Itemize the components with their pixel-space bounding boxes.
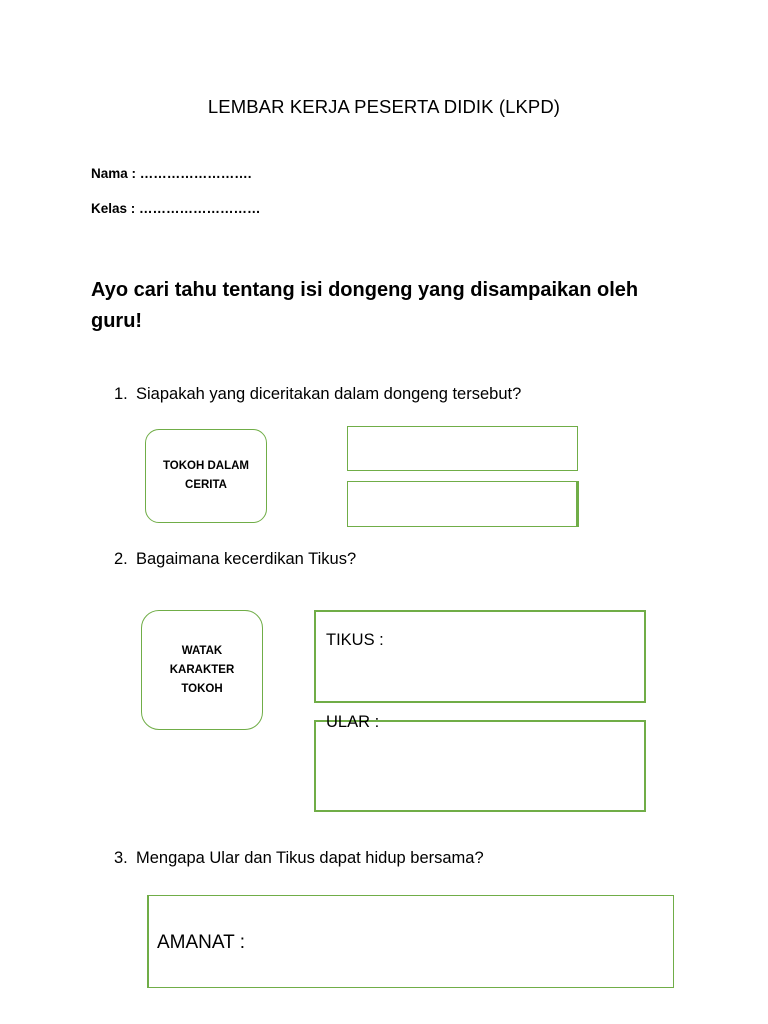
question-2: [114, 550, 356, 569]
ular-label: ULAR :: [326, 713, 380, 731]
question-3-number: 3.: [114, 849, 128, 867]
question-1-number: 1.: [114, 385, 128, 403]
worksheet-title: LEMBAR KERJA PESERTA DIDIK (LKPD): [207, 96, 561, 117]
trait-label-line-1: WATAK: [181, 644, 223, 657]
trait-label-box: [141, 610, 263, 730]
question-1-text: Siapakah yang diceritakan dalam dongeng tersebut?: [136, 385, 522, 403]
character-label-box: [145, 429, 267, 523]
class-field: Kelas : ………………………: [91, 201, 261, 216]
intro-heading: Ayo cari tahu tentang isi dongeng yang disampaikan oleh guru!: [91, 279, 639, 332]
question-2-number: 2.: [114, 550, 128, 568]
character-label-line-2: CERITA: [185, 479, 227, 491]
trait-label-line-3: TOKOH: [181, 682, 223, 695]
question-2-text: Bagaimana kecerdikan Tikus?: [136, 550, 357, 568]
ular-answer-box[interactable]: [314, 720, 646, 812]
name-field: Nama : …………………….: [91, 166, 252, 181]
question-3: [114, 849, 484, 868]
tikus-answer-box[interactable]: [314, 610, 646, 703]
amanat-label: AMANAT :: [157, 932, 245, 953]
question-3-text: Mengapa Ular dan Tikus dapat hidup bersama?: [136, 849, 484, 867]
character-label-line-1: TOKOH DALAM: [162, 460, 250, 472]
trait-label-line-2: KARAKTER: [169, 663, 235, 676]
question-1: [114, 385, 521, 404]
tikus-label: TIKUS :: [326, 631, 384, 649]
character-answer-box-1[interactable]: [347, 426, 578, 471]
character-answer-box-2[interactable]: [347, 481, 579, 527]
